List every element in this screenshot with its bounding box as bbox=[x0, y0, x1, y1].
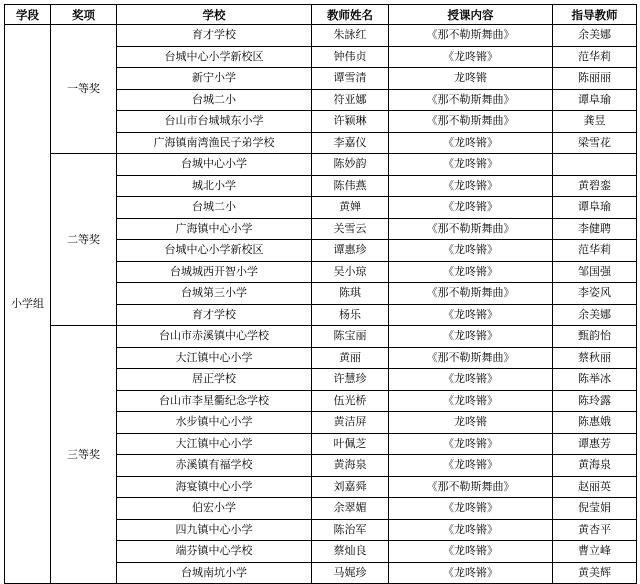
mentor-cell: 李姿风 bbox=[553, 283, 637, 305]
mentor-cell: 陈丽丽 bbox=[553, 68, 637, 90]
teacher-cell: 朱詠红 bbox=[312, 25, 389, 47]
school-cell: 水步镇中心小学 bbox=[117, 412, 312, 434]
mentor-cell: 赵丽英 bbox=[553, 476, 637, 498]
mentor-cell: 蔡秋丽 bbox=[553, 347, 637, 369]
content-cell: 《龙咚锵》 bbox=[389, 197, 553, 219]
teacher-cell: 李嘉仪 bbox=[312, 132, 389, 154]
mentor-cell: 邹国强 bbox=[553, 261, 637, 283]
teacher-cell: 许颖琳 bbox=[312, 111, 389, 133]
mentor-cell: 谭惠芳 bbox=[553, 433, 637, 455]
mentor-cell: 余美娜 bbox=[553, 25, 637, 47]
table-row bbox=[5, 154, 637, 176]
content-cell: 《那不勒斯舞曲》 bbox=[389, 476, 553, 498]
award-cell: 二等奖 bbox=[51, 154, 117, 326]
section-cell: 小学组 bbox=[5, 25, 51, 584]
header-school: 学校 bbox=[117, 5, 312, 25]
content-cell: 《龙咚锵》 bbox=[389, 261, 553, 283]
mentor-cell: 倪莹娟 bbox=[553, 498, 637, 520]
school-cell: 海宴镇中心小学 bbox=[117, 476, 312, 498]
content-cell: 《龙咚锵》 bbox=[389, 326, 553, 348]
teacher-cell: 陈伟燕 bbox=[312, 175, 389, 197]
mentor-cell: 黄海泉 bbox=[553, 455, 637, 477]
teacher-cell: 马娓珍 bbox=[312, 562, 389, 584]
school-cell: 台城中心小学新校区 bbox=[117, 46, 312, 68]
school-cell: 台城中心小学新校区 bbox=[117, 240, 312, 262]
teacher-cell: 符亚娜 bbox=[312, 89, 389, 111]
mentor-cell bbox=[553, 154, 637, 176]
mentor-cell: 黄美辉 bbox=[553, 562, 637, 584]
school-cell: 大江镇中心小学 bbox=[117, 433, 312, 455]
teacher-cell: 陈宝丽 bbox=[312, 326, 389, 348]
teacher-cell: 黄海泉 bbox=[312, 455, 389, 477]
mentor-cell: 甄韵怡 bbox=[553, 326, 637, 348]
mentor-cell: 范华莉 bbox=[553, 240, 637, 262]
table-row bbox=[5, 326, 637, 348]
mentor-cell: 谭阜瑜 bbox=[553, 89, 637, 111]
table-row bbox=[5, 25, 637, 47]
school-cell: 台城城西开智小学 bbox=[117, 261, 312, 283]
content-cell: 《龙咚锵》 bbox=[389, 175, 553, 197]
school-cell: 台城二小 bbox=[117, 89, 312, 111]
teacher-cell: 蔡灿良 bbox=[312, 541, 389, 563]
school-cell: 广海镇南湾渔民子弟学校 bbox=[117, 132, 312, 154]
mentor-cell: 范华莉 bbox=[553, 46, 637, 68]
teacher-cell: 黄婵 bbox=[312, 197, 389, 219]
header-teacher: 教师姓名 bbox=[312, 5, 389, 25]
awards-table bbox=[4, 4, 637, 584]
award-cell: 一等奖 bbox=[51, 25, 117, 154]
school-cell: 台山市台城城东小学 bbox=[117, 111, 312, 133]
school-cell: 赤溪镇有福学校 bbox=[117, 455, 312, 477]
content-cell: 《那不勒斯舞曲》 bbox=[389, 218, 553, 240]
content-cell: 龙咚锵 bbox=[389, 68, 553, 90]
school-cell: 伯宏小学 bbox=[117, 498, 312, 520]
teacher-cell: 陈治军 bbox=[312, 519, 389, 541]
teacher-cell: 陈妙韵 bbox=[312, 154, 389, 176]
mentor-cell: 谭阜瑜 bbox=[553, 197, 637, 219]
content-cell: 《龙咚锵》 bbox=[389, 498, 553, 520]
mentor-cell: 龚昱 bbox=[553, 111, 637, 133]
content-cell: 《那不勒斯舞曲》 bbox=[389, 25, 553, 47]
content-cell: 《那不勒斯舞曲》 bbox=[389, 111, 553, 133]
teacher-cell: 吴小琼 bbox=[312, 261, 389, 283]
content-cell: 《龙咚锵》 bbox=[389, 304, 553, 326]
content-cell: 《龙咚锵》 bbox=[389, 519, 553, 541]
mentor-cell: 陈惠娥 bbox=[553, 412, 637, 434]
content-cell: 《龙咚锵》 bbox=[389, 455, 553, 477]
school-cell: 育才学校 bbox=[117, 25, 312, 47]
school-cell: 居正学校 bbox=[117, 369, 312, 391]
teacher-cell: 许慧珍 bbox=[312, 369, 389, 391]
mentor-cell: 黄杏平 bbox=[553, 519, 637, 541]
content-cell: 《那不勒斯舞曲》 bbox=[389, 89, 553, 111]
mentor-cell: 余美娜 bbox=[553, 304, 637, 326]
school-cell: 台城第三小学 bbox=[117, 283, 312, 305]
header-content: 授课内容 bbox=[389, 5, 553, 25]
school-cell: 四九镇中心小学 bbox=[117, 519, 312, 541]
content-cell: 龙咚锵 bbox=[389, 412, 553, 434]
content-cell: 《龙咚锵》 bbox=[389, 132, 553, 154]
school-cell: 端芬镇中心学校 bbox=[117, 541, 312, 563]
teacher-cell: 杨乐 bbox=[312, 304, 389, 326]
content-cell: 《龙咚锵》 bbox=[389, 562, 553, 584]
content-cell: 《龙咚锵》 bbox=[389, 154, 553, 176]
teacher-cell: 叶佩芝 bbox=[312, 433, 389, 455]
mentor-cell: 黄碧銮 bbox=[553, 175, 637, 197]
mentor-cell: 李健聘 bbox=[553, 218, 637, 240]
school-cell: 城北小学 bbox=[117, 175, 312, 197]
school-cell: 台城中心小学 bbox=[117, 154, 312, 176]
school-cell: 育才学校 bbox=[117, 304, 312, 326]
mentor-cell: 梁雪花 bbox=[553, 132, 637, 154]
school-cell: 广海镇中心小学 bbox=[117, 218, 312, 240]
teacher-cell: 黄丽 bbox=[312, 347, 389, 369]
content-cell: 《龙咚锵》 bbox=[389, 433, 553, 455]
header-mentor: 指导教师 bbox=[553, 5, 637, 25]
award-cell: 三等奖 bbox=[51, 326, 117, 584]
teacher-cell: 黄洁屏 bbox=[312, 412, 389, 434]
teacher-cell: 谭惠珍 bbox=[312, 240, 389, 262]
content-cell: 《那不勒斯舞曲》 bbox=[389, 283, 553, 305]
mentor-cell: 陈举冰 bbox=[553, 369, 637, 391]
content-cell: 《龙咚锵》 bbox=[389, 541, 553, 563]
header-section: 学段 bbox=[5, 5, 51, 25]
teacher-cell: 伍光桥 bbox=[312, 390, 389, 412]
school-cell: 台城南坑小学 bbox=[117, 562, 312, 584]
content-cell: 《龙咚锵》 bbox=[389, 390, 553, 412]
teacher-cell: 钟伟贞 bbox=[312, 46, 389, 68]
table-body bbox=[5, 25, 637, 584]
content-cell: 《龙咚锵》 bbox=[389, 369, 553, 391]
teacher-cell: 关雪云 bbox=[312, 218, 389, 240]
school-cell: 新宁小学 bbox=[117, 68, 312, 90]
header-award: 奖项 bbox=[51, 5, 117, 25]
mentor-cell: 陈玲露 bbox=[553, 390, 637, 412]
school-cell: 台城二小 bbox=[117, 197, 312, 219]
school-cell: 台山市赤溪镇中心学校 bbox=[117, 326, 312, 348]
teacher-cell: 刘嘉舜 bbox=[312, 476, 389, 498]
mentor-cell: 曹立峰 bbox=[553, 541, 637, 563]
header-row bbox=[5, 5, 637, 25]
school-cell: 台山市李星衢纪念学校 bbox=[117, 390, 312, 412]
school-cell: 大江镇中心小学 bbox=[117, 347, 312, 369]
teacher-cell: 陈琪 bbox=[312, 283, 389, 305]
content-cell: 《龙咚锵》 bbox=[389, 46, 553, 68]
content-cell: 《那不勒斯舞曲》 bbox=[389, 347, 553, 369]
teacher-cell: 谭雪清 bbox=[312, 68, 389, 90]
teacher-cell: 余翠媚 bbox=[312, 498, 389, 520]
content-cell: 《龙咚锵》 bbox=[389, 240, 553, 262]
